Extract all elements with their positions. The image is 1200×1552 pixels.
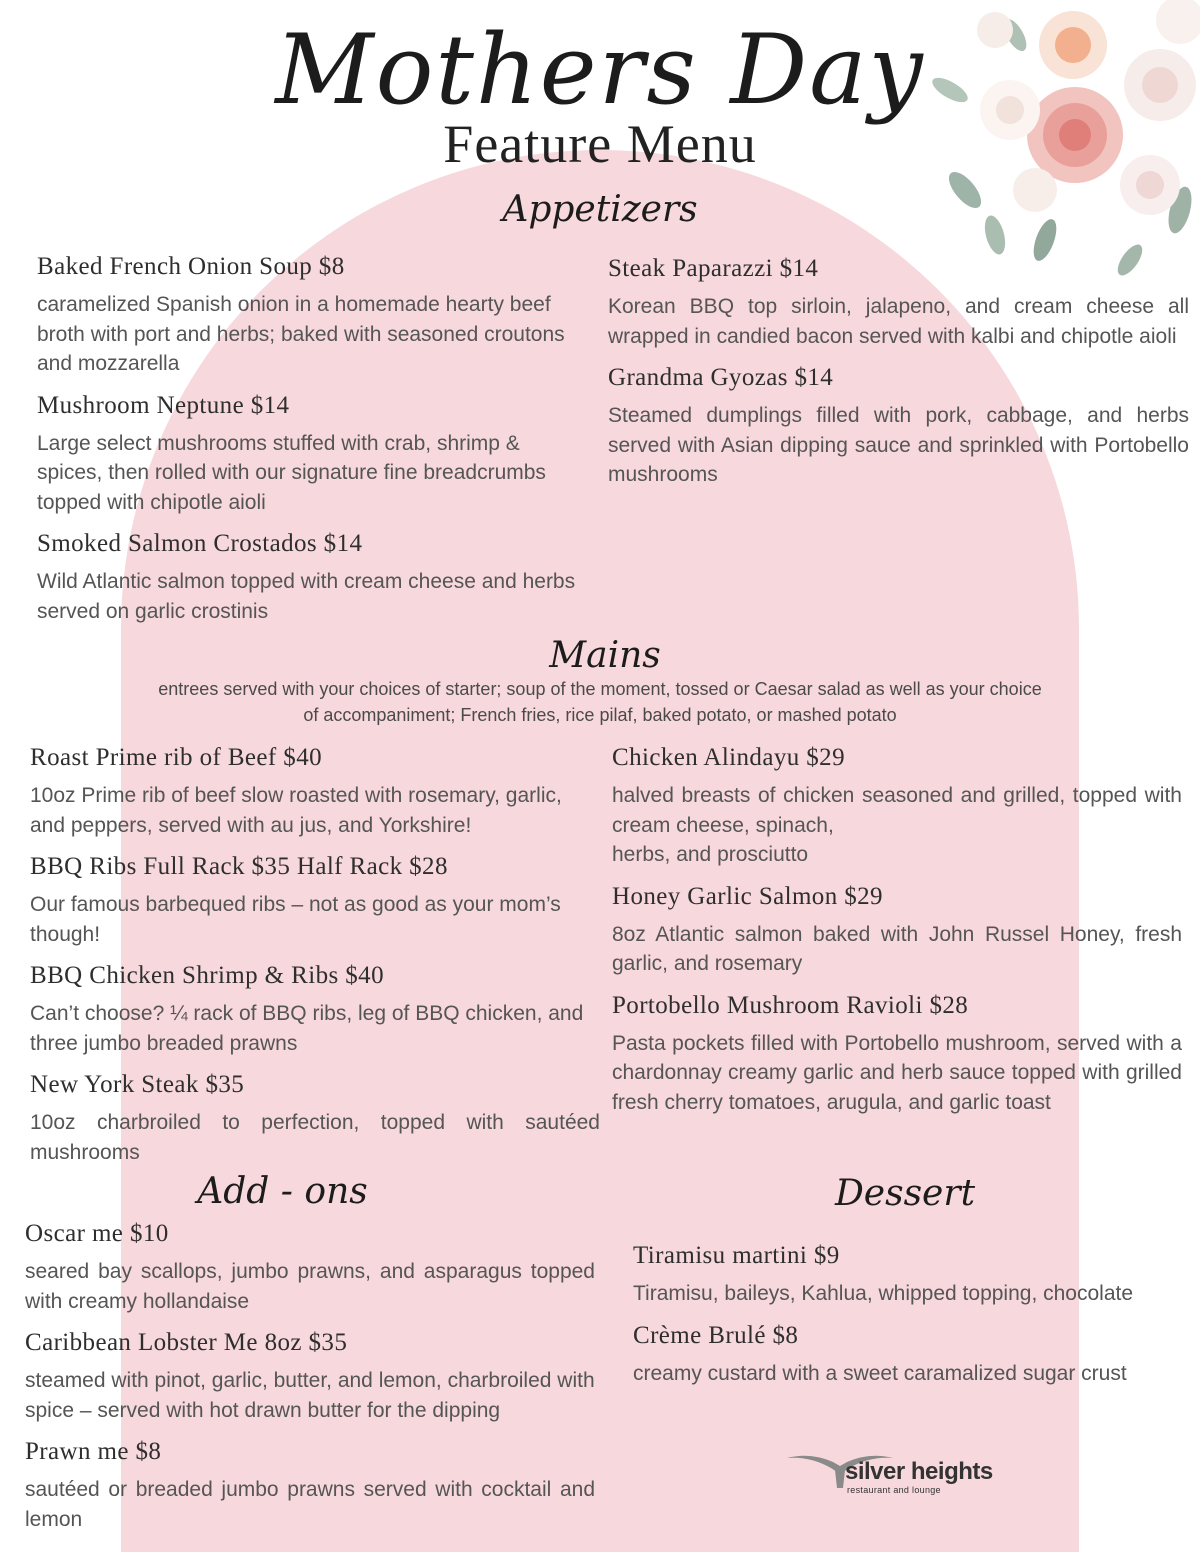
- mains-note: [110, 676, 1090, 728]
- menu-item: [25, 1217, 595, 1316]
- mains-heading: Mains: [549, 635, 661, 676]
- item-title: Baked French Onion Soup $8: [37, 253, 345, 280]
- item-description: herbs, and prosciutto: [612, 843, 809, 866]
- item-title: Tiramisu martini $9: [633, 1242, 840, 1269]
- item-description: 10oz charbroiled to perfection, topped with sautéed mushrooms: [30, 1111, 600, 1164]
- item-title: Steak Paparazzi $14: [608, 255, 819, 282]
- addons-heading: Add - ons: [197, 1171, 368, 1212]
- item-title: Chicken Alindayu $29: [612, 744, 845, 771]
- menu-item: [608, 252, 1189, 351]
- item-title: Portobello Mushroom Ravioli $28: [612, 991, 969, 1019]
- menu-item: [608, 361, 1189, 490]
- mains-note-line: entrees served with your choices of starter; soup of the moment, tossed or Caesar salad as well as your choice: [158, 679, 1042, 699]
- item-title: Caribbean Lobster Me 8oz $35: [25, 1329, 348, 1356]
- dessert-heading: Dessert: [834, 1173, 976, 1214]
- item-description: 8oz Atlantic salmon baked with John Russel Honey, fresh garlic, and rosemary: [612, 922, 1182, 975]
- menu-item: [25, 1326, 595, 1425]
- mains-note-line: of accompaniment; French fries, rice pilaf, baked potato, or mashed potato: [303, 705, 897, 725]
- item-description: Our famous barbequed ribs – not as good as your mom’s though!: [30, 893, 561, 946]
- item-title: New York Steak $35: [30, 1071, 245, 1098]
- item-title: BBQ Ribs Full Rack $35 Half Rack $28: [30, 853, 448, 880]
- item-description: 10oz Prime rib of beef slow roasted with rosemary, garlic, and peppers, served with au jus, and Yorkshire!: [30, 784, 562, 837]
- dessert-column: [633, 1239, 1173, 1398]
- appetizers-heading: Appetizers: [502, 189, 698, 230]
- item-title: Mushroom Neptune $14: [37, 391, 290, 419]
- appetizers-right-column: [608, 252, 1189, 500]
- item-title: Smoked Salmon Crostados $14: [37, 530, 363, 557]
- floral-decoration-icon: [925, 0, 1200, 280]
- silver-heights-logo: [785, 1444, 1020, 1504]
- item-description: steamed with pinot, garlic, butter, and lemon, charbroiled with spice – served with hot drawn butter for the dipping: [25, 1369, 595, 1422]
- menu-item: [612, 880, 1182, 979]
- item-description: Pasta pockets filled with Portobello mushroom, served with a chardonnay creamy garlic and herb sauce topped with grilled fresh cherry tomatoes, arugula, and garlic toast: [612, 1031, 1182, 1114]
- logo-name: silver heights: [845, 1458, 993, 1485]
- addons-column: [25, 1217, 595, 1544]
- menu-item: [30, 1068, 600, 1167]
- item-title: BBQ Chicken Shrimp & Ribs $40: [30, 962, 384, 989]
- item-description: sautéed or breaded jumbo prawns served with cocktail and lemon: [25, 1478, 595, 1531]
- menu-item: [633, 1319, 1173, 1389]
- item-description: Can’t choose? ¼ rack of BBQ ribs, leg of BBQ chicken, and three jumbo breaded prawns: [30, 1002, 584, 1055]
- mothers-day-script-title: Mothers Day: [275, 14, 925, 126]
- item-title: Crème Brulé $8: [633, 1321, 799, 1349]
- menu-item: [37, 389, 587, 518]
- mains-left-column: [30, 741, 600, 1177]
- menu-item: [612, 741, 1182, 870]
- menu-item: [612, 989, 1182, 1118]
- item-description: creamy custard with a sweet caramalized sugar crust: [633, 1361, 1127, 1385]
- menu-item: [30, 959, 600, 1058]
- item-title: Prawn me $8: [25, 1438, 162, 1465]
- menu-item: [37, 250, 587, 379]
- menu-item: [25, 1435, 595, 1534]
- item-title: Roast Prime rib of Beef $40: [30, 744, 323, 771]
- menu-item: [30, 741, 600, 840]
- menu-item: [633, 1239, 1173, 1309]
- logo-tagline: restaurant and lounge: [847, 1485, 941, 1495]
- item-description: Tiramisu, baileys, Kahlua, whipped topping, chocolate: [633, 1282, 1134, 1305]
- feature-menu-title: Feature Menu: [443, 114, 757, 174]
- item-title: Grandma Gyozas $14: [608, 364, 834, 391]
- item-title: Oscar me $10: [25, 1220, 169, 1247]
- item-description: seared bay scallops, jumbo prawns, and asparagus topped with creamy hollandaise: [25, 1260, 595, 1313]
- item-title: Honey Garlic Salmon $29: [612, 882, 883, 910]
- item-description: halved breasts of chicken seasoned and grilled, topped with cream cheese, spinach,: [612, 784, 1182, 837]
- item-description: Korean BBQ top sirloin, jalapeno, and cream cheese all wrapped in candied bacon served with kalbi and chipotle aioli: [608, 295, 1189, 348]
- mains-right-column: [612, 741, 1182, 1127]
- appetizers-left-column: [37, 250, 587, 636]
- item-description: caramelized Spanish onion in a homemade hearty beef broth with port and herbs; baked with seasoned croutons and mozzarella: [37, 293, 565, 375]
- item-description: Large select mushrooms stuffed with crab, shrimp & spices, then rolled with our signature fine breadcrumbs topped with chipotle aioli: [37, 431, 546, 514]
- item-description: Wild Atlantic salmon topped with cream cheese and herbs served on garlic crostinis: [37, 570, 576, 623]
- menu-item: [37, 527, 587, 626]
- item-description: Steamed dumplings filled with pork, cabbage, and herbs served with Asian dipping sauce and sprinkled with Portobello mushrooms: [608, 404, 1189, 486]
- menu-item: [30, 850, 600, 949]
